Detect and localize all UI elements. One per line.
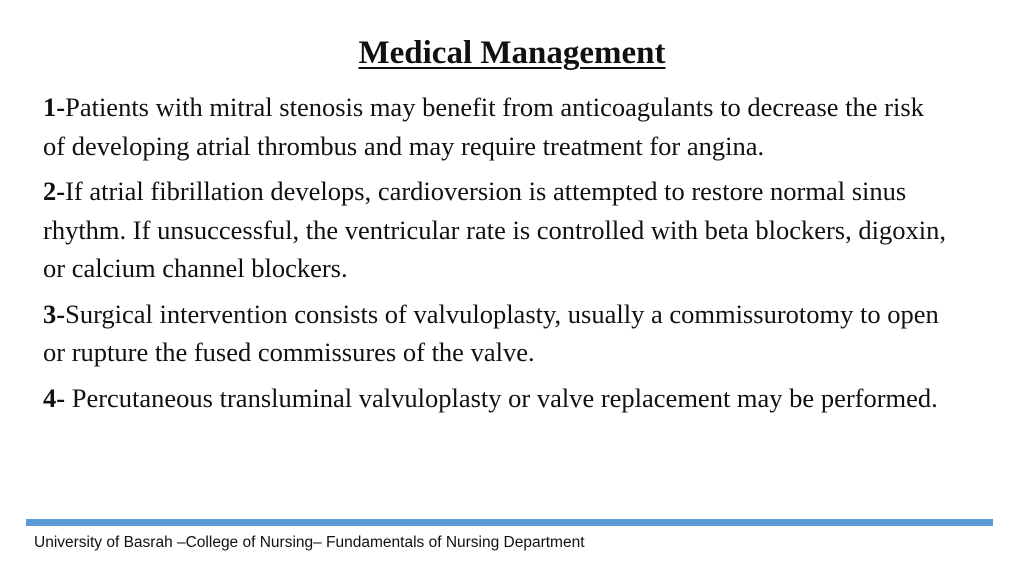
point-text: Surgical intervention consists of valvuloplasty, usually a commissurotomy to open or rupture the fused commissures of the valve. [43,298,939,367]
point-number: 1- [43,92,66,122]
point-4 [43,379,948,418]
point-1 [43,88,948,165]
point-number: 3- [43,298,66,329]
point-3 [43,295,948,372]
footer-divider [26,519,993,526]
point-text: Percutaneous transluminal valvuloplasty or valve replacement may be performed. [71,382,938,413]
point-number: 4- [43,382,72,413]
footer-text: University of Basrah –College of Nursing– Fundamentals of Nursing Department [34,534,585,551]
content-body [43,88,948,424]
point-number: 2- [43,176,66,206]
point-2 [43,172,948,288]
point-text: Patients with mitral stenosis may benefit from anticoagulants to decrease the risk of developing atrial thrombus and may require treatment for angina. [43,92,924,161]
point-text: If atrial fibrillation develops, cardioversion is attempted to restore normal sinus rhythm. If unsuccessful, the ventricular rate is controlled with beta blockers, digoxin, or calcium channel blockers. [43,176,946,283]
slide-title: Medical Management [358,35,666,71]
